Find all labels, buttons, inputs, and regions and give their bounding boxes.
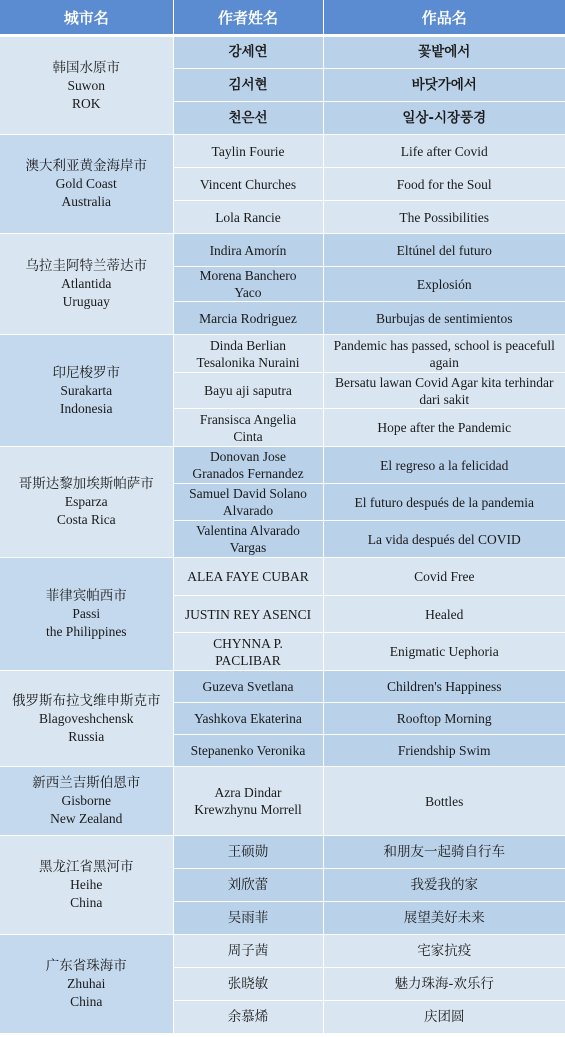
author-name-line: Cinta	[233, 428, 263, 444]
city-name-line: 韩国水原市	[52, 59, 120, 76]
author-name-line: Guzeva Svetlana	[202, 679, 294, 694]
work-title-cell: Friendship Swim	[323, 735, 565, 767]
table-row	[0, 447, 565, 484]
author-cell	[173, 267, 323, 302]
author-name-line: Donovan Jose	[209, 449, 287, 464]
work-title-cell: Hope after the Pandemic	[323, 409, 565, 447]
author-cell	[173, 409, 323, 447]
author-name-line: 刘欣蕾	[227, 876, 269, 893]
author-cell	[173, 102, 323, 135]
author-cell	[173, 36, 323, 69]
city-name-line: China	[70, 895, 103, 910]
author-name-line: Lola Rancie	[215, 209, 281, 225]
author-cell	[173, 373, 323, 409]
author-cell	[173, 596, 323, 633]
author-name-line: Alvarado	[222, 503, 274, 518]
city-name-line: Gold Coast	[55, 176, 117, 191]
author-cell	[173, 521, 323, 558]
city-name-line: New Zealand	[50, 811, 123, 826]
work-title-cell: 我爱我的家	[323, 869, 565, 902]
header-author: 作者姓名	[173, 0, 323, 36]
author-name-line: Samuel David Solano	[189, 486, 307, 501]
header-city: 城市名	[0, 0, 173, 36]
city-cell	[0, 558, 173, 671]
table-row	[0, 671, 565, 703]
city-name-line: 印尼梭罗市	[52, 364, 120, 381]
author-cell	[173, 168, 323, 201]
author-name-line: Dinda Berlian	[209, 337, 287, 353]
author-cell	[173, 836, 323, 869]
city-name-line: 黑龙江省黑河市	[39, 859, 134, 875]
author-cell	[173, 484, 323, 521]
author-name-line: Yaco	[234, 285, 262, 300]
work-title-cell: Children's Happiness	[323, 671, 565, 703]
author-cell	[173, 558, 323, 596]
work-title-cell: The Possibilities	[323, 201, 565, 234]
author-cell	[173, 302, 323, 335]
author-name-line: Tesalonika Nuraini	[196, 354, 300, 370]
table-row	[0, 36, 565, 69]
city-name-line: Suwon	[67, 77, 105, 93]
author-name-line: Bayu aji saputra	[204, 383, 292, 398]
city-name-line: Esparza	[64, 494, 108, 509]
city-name-line: ROK	[71, 95, 101, 111]
author-name-line: Taylin Fourie	[211, 143, 285, 159]
author-cell	[173, 735, 323, 767]
author-cell	[173, 1001, 323, 1034]
city-name-line: 澳大利亚黄金海岸市	[25, 158, 147, 174]
table-row	[0, 135, 565, 168]
table-row	[0, 335, 565, 373]
author-cell	[173, 335, 323, 373]
work-title-cell: Bersatu lawan Covid Agar kita terhindar dari sakit	[323, 373, 565, 409]
city-name-line: Passi	[72, 606, 101, 621]
author-name-line: Azra Dindar	[214, 785, 282, 800]
work-title-cell: Bottles	[323, 767, 565, 836]
work-title-cell: Enigmatic Uephoria	[323, 633, 565, 671]
city-name-line: 新西兰吉斯伯恩市	[32, 775, 141, 791]
city-cell	[0, 335, 173, 447]
work-title-cell: Food for the Soul	[323, 168, 565, 201]
work-title-cell: Life after Covid	[323, 135, 565, 168]
city-name-line: Uruguay	[62, 294, 110, 309]
work-title-cell: Covid Free	[323, 558, 565, 596]
header-work: 作品名	[323, 0, 565, 36]
city-cell	[0, 36, 173, 135]
city-name-line: 哥斯达黎加埃斯帕萨市	[18, 476, 154, 492]
work-title-cell: El regreso a la felicidad	[323, 447, 565, 484]
author-cell	[173, 201, 323, 234]
city-cell	[0, 671, 173, 767]
author-name-line: Vincent Churches	[199, 176, 297, 192]
city-name-line: 乌拉圭阿特兰蒂达市	[25, 258, 147, 274]
author-name-line: JUSTIN REY ASENCI	[184, 606, 312, 622]
author-cell	[173, 703, 323, 735]
author-name-line: PACLIBAR	[215, 652, 281, 668]
city-name-line: Surakarta	[60, 382, 113, 398]
work-title-cell: 宅家抗疫	[323, 935, 565, 968]
author-cell	[173, 902, 323, 935]
work-title-cell: Rooftop Morning	[323, 703, 565, 735]
city-name-line: 菲律宾帕西市	[45, 588, 127, 604]
author-name-line: Granados Fernandez	[192, 466, 304, 481]
city-name-line: Russia	[68, 728, 105, 744]
author-name-line: Indira Amorín	[209, 242, 287, 258]
work-title-cell: Explosión	[323, 267, 565, 302]
author-name-line: 강세연	[228, 44, 268, 60]
city-cell	[0, 234, 173, 335]
table-row	[0, 767, 565, 836]
table-row	[0, 558, 565, 596]
city-cell	[0, 836, 173, 935]
author-name-line: Vargas	[229, 540, 267, 555]
city-name-line: Atlantida	[61, 276, 112, 291]
author-cell	[173, 135, 323, 168]
author-name-line: 张晓敏	[227, 975, 269, 992]
author-name-line: 余慕烯	[227, 1008, 269, 1025]
author-name-line: Krewzhynu Morrell	[194, 802, 302, 817]
table-row	[0, 935, 565, 968]
work-title-cell: 展望美好未来	[323, 902, 565, 935]
work-title-cell: 일상-시장풍경	[323, 102, 565, 135]
city-name-line: the Philippines	[45, 624, 127, 639]
work-title-cell: Eltúnel del futuro	[323, 234, 565, 267]
city-name-line: Heihe	[70, 877, 103, 892]
city-name-line: Gisborne	[61, 793, 111, 808]
work-title-cell: Burbujas de sentimientos	[323, 302, 565, 335]
author-name-line: 周子茜	[227, 942, 269, 959]
work-title-cell: Healed	[323, 596, 565, 633]
author-name-line: Fransisca Angelia	[199, 411, 297, 427]
author-cell	[173, 671, 323, 703]
author-name-line: ALEA FAYE CUBAR	[187, 569, 309, 584]
city-name-line: Zhuhai	[67, 976, 106, 991]
work-title-cell: 和朋友一起骑自行车	[323, 836, 565, 869]
work-title-cell: 魅力珠海-欢乐行	[323, 968, 565, 1001]
city-name-line: 俄罗斯布拉戈维申斯克市	[12, 692, 161, 709]
city-name-line: China	[70, 994, 103, 1009]
city-name-line: Australia	[61, 194, 111, 209]
author-cell	[173, 447, 323, 484]
work-title-cell: 바닷가에서	[323, 69, 565, 102]
author-name-line: Yashkova Ekaterina	[194, 711, 302, 726]
table-row	[0, 234, 565, 267]
city-cell	[0, 935, 173, 1034]
city-cell	[0, 135, 173, 234]
city-cell	[0, 447, 173, 558]
author-name-line: Stepanenko Veronika	[190, 743, 306, 758]
header-row	[0, 0, 565, 36]
work-title-cell: La vida después del COVID	[323, 521, 565, 558]
author-name-line: Valentina Alvarado	[196, 523, 300, 538]
author-cell	[173, 69, 323, 102]
author-name-line: 천은선	[228, 109, 268, 126]
work-title-cell: El futuro después de la pandemia	[323, 484, 565, 521]
author-cell	[173, 633, 323, 671]
city-name-line: 广东省珠海市	[45, 958, 127, 974]
author-cell	[173, 234, 323, 267]
author-name-line: 吴雨菲	[227, 909, 269, 926]
city-cell	[0, 767, 173, 836]
author-cell	[173, 968, 323, 1001]
author-cell	[173, 935, 323, 968]
author-name-line: 김서현	[228, 76, 268, 93]
author-cell	[173, 767, 323, 836]
city-name-line: Indonesia	[60, 400, 113, 416]
author-name-line: 王硕勋	[227, 843, 269, 860]
city-name-line: Blagoveshchensk	[39, 710, 134, 726]
author-name-line: CHYNNA P.	[213, 635, 283, 651]
author-name-line: Morena Banchero	[199, 268, 297, 283]
city-name-line: Costa Rica	[56, 512, 116, 527]
work-title-cell: 꽃밭에서	[323, 36, 565, 69]
author-cell	[173, 869, 323, 902]
table-row	[0, 836, 565, 869]
author-name-line: Marcia Rodriguez	[199, 310, 297, 326]
work-title-cell: 庆团圆	[323, 1001, 565, 1034]
work-title-cell: Pandemic has passed, school is peacefull again	[323, 335, 565, 373]
